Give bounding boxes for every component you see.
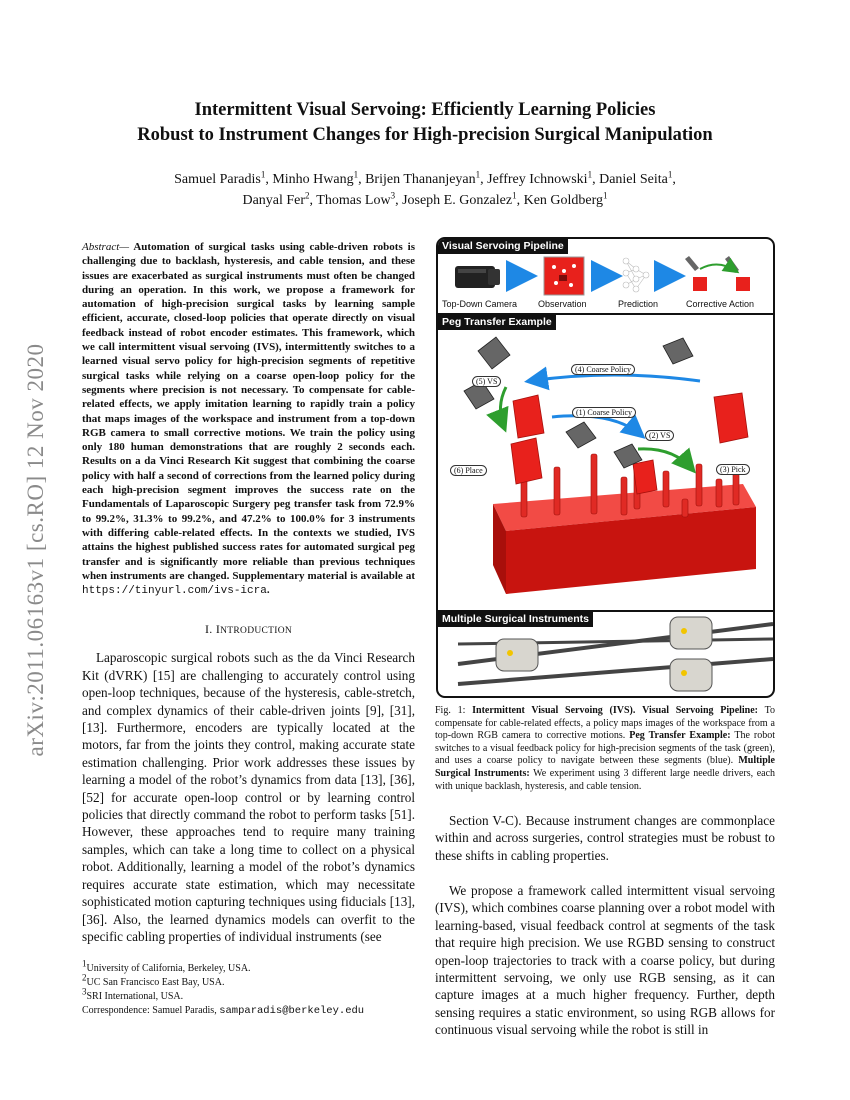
caption-bold: Visual Servoing Pipeline: bbox=[642, 705, 759, 716]
section-numeral: I. bbox=[204, 622, 216, 637]
figure-1 bbox=[436, 237, 775, 698]
author-line-2: Danyal Fer$^2$, Thomas Low$^3$, Joseph E. Gonzalez$^1$, Ken Goldberg$^1$ bbox=[242, 190, 608, 208]
section-title-rest: NTRODUCTION bbox=[220, 626, 293, 637]
title-line-2: Robust to Instrument Changes for High-precision Surgical Manipulation bbox=[137, 125, 713, 145]
caption-bold: Peg Transfer Example: bbox=[629, 730, 731, 742]
affil-mark: 1 bbox=[512, 190, 517, 201]
author: Danyal Fer bbox=[242, 193, 306, 208]
affil-mark: 1 bbox=[353, 169, 359, 180]
step-label: (3) Pick bbox=[716, 464, 750, 475]
arxiv-stamp bbox=[18, 220, 54, 880]
surgical-instruments bbox=[458, 617, 773, 691]
intro-body bbox=[82, 649, 415, 945]
right-paragraph-2: We propose a framework called intermittent visual servoing (IVS), which combines coarse planning over a robot model with learning-based, visual feedback control at segments of the task that require high precision. We use RGBD sensing to construct open-loop trajectories to track with a coarse policy, but during intermittent servoing, we only use RGB sensing, as it can capture images at a much higher frequency. Further, depth sensing requires a static environment, so using RGB allows for continuous visual servoing while the robot is still in bbox=[435, 883, 775, 1038]
caption-title: Intermittent Visual Servoing (IVS). bbox=[472, 705, 636, 716]
author: Ken Goldberg bbox=[523, 193, 604, 208]
pipeline-label-camera: Top-Down Camera bbox=[442, 299, 518, 309]
affil-mark: 1 bbox=[475, 169, 481, 180]
observation-thumbnail bbox=[544, 257, 584, 295]
footnote-3: $^3$SRI International, USA. bbox=[82, 986, 184, 1002]
figure-caption bbox=[435, 705, 775, 793]
author: Brijen Thananjeyan bbox=[365, 172, 476, 187]
pipeline-label-action: Corrective Action bbox=[686, 299, 755, 309]
panel-label-pipeline: Visual Servoing Pipeline bbox=[438, 239, 568, 254]
author: Thomas Low bbox=[316, 193, 391, 208]
abstract-end: . bbox=[266, 584, 270, 597]
arxiv-id: arXiv:2011.06163v1 [cs.RO] 12 Nov 2020 bbox=[23, 343, 48, 757]
affil-mark: 1 bbox=[603, 190, 608, 201]
right-column-continuation bbox=[435, 812, 775, 864]
affil-mark: 1 bbox=[587, 169, 593, 180]
intro-paragraph-1: Laparoscopic surgical robots such as the da Vinci Research Kit (dVRK) [15] are challenging to accurately control using open-loop techniques, because of the hysteresis, cable-stretch, and complex dynamics of their cable-driven joints [9], [31], [13]. Furthermore, encoders are typically located at the motors, far from the joints they control, making accurate state estimation challenging. Prior work addresses these issues by learning a model of the robot’s dynamics from data [13], [36], [52] for accurate open-loop control or by learning control policies that directly command the robot to perform tasks [51]. However, these approaches tend to require many training samples, which can take a long time to collect on a physical robot. Additionally, learning a model of the robot’s dynamics requires accurate state estimation, which may necessitate sophisticated motion capturing techniques using fiducials [13], [36]. Also, the learned dynamics models can overfit to the specific cabling properties of individual instruments (see bbox=[82, 650, 415, 944]
caption-text: We experiment using 3 different large needle drivers, each with unique backlash, hysteresis, and cable tension. bbox=[435, 767, 776, 792]
footnote-correspondence: Correspondence: Samuel Paradis, samparadis@berkeley.edu bbox=[82, 1005, 365, 1017]
footnote-2: $^2$UC San Francisco East Bay, USA. bbox=[82, 972, 225, 988]
author: Joseph E. Gonzalez bbox=[402, 193, 513, 208]
pipeline-label-observation: Observation bbox=[538, 299, 587, 309]
author: Daniel Seita bbox=[599, 172, 668, 187]
abstract-text: Automation of surgical tasks using cable-driven robots is challenging due to backlash, hysteresis, and cable tension, and these issues are exacerbated as surgical instruments must often be changed during an operation. In this work, we propose a framework for automation of high-precision surgical tasks by learning sample efficient, accurate, closed-loop policies that operate directly on visual feedback instead of robot encoder estimates. This framework, which we call intermittent visual servoing (IVS), intermittently switches to a learned visual servo policy for high-precision segments of repetitive surgical tasks while relying on a coarse open-loop policy for the segments where precision is not necessary. To compensate for cable-related effects, we apply imitation learning to rapidly train a policy that maps images of the workspace and instrument from a top-down RGB camera to small corrective motions. We train the policy using only 180 human demonstrations that are roughly 2 seconds each. Results on a da Vinci Research Kit suggest that combining the coarse policy with half a second of corrections from the learned policy during each high-precision segment improves the success rate on the Fundamentals of Laparoscopic Surgery peg transfer task from 72.9% to 99.2%, 31.3% to 99.2%, and 47.2% to 100.0% for 3 instruments with differing cable-related effects. In the contexts we studied, IVS attains the highest published success rates for automated surgical peg transfer and is significantly more reliable than previous techniques when instruments are changed. Supplementary material is available at bbox=[82, 241, 415, 582]
footnote-1: $^1$University of California, Berkeley, USA. bbox=[82, 958, 251, 974]
affil-mark: 1 bbox=[260, 169, 266, 180]
vs-arrow bbox=[500, 387, 506, 427]
neural-net-icon bbox=[623, 258, 649, 292]
gripper-icon bbox=[464, 337, 693, 468]
camera-icon bbox=[455, 266, 500, 288]
corrective-action-icon bbox=[685, 256, 750, 291]
step-label: (4) Coarse Policy bbox=[571, 364, 635, 375]
caption-bold: Multiple Surgical Instruments: bbox=[435, 755, 775, 779]
affil-mark: 1 bbox=[667, 169, 673, 180]
section-title-cap: I bbox=[215, 622, 221, 637]
step-label: (5) VS bbox=[472, 376, 501, 387]
coarse-policy-arrow bbox=[552, 416, 641, 435]
panel-label-instruments: Multiple Surgical Instruments bbox=[438, 612, 593, 627]
abstract-lead: Abstract— bbox=[82, 241, 130, 253]
caption-fig-number: Fig. 1: bbox=[435, 705, 466, 716]
paper-title bbox=[60, 98, 790, 148]
caption-text: The robot switches to a visual feedback policy for high-precision segments of the task (green), and uses a coarse policy to navigate between these segments (blue). bbox=[435, 730, 776, 767]
panel-label-peg-transfer: Peg Transfer Example bbox=[438, 315, 556, 330]
author-line-1: Samuel Paradis$^1$, Minho Hwang$^1$, Brijen Thananjeyan$^1$, Jeffrey Ichnowski$^1$, Daniel Seita$^1$, bbox=[174, 169, 676, 187]
author-list bbox=[60, 169, 790, 211]
author: Samuel Paradis bbox=[174, 172, 261, 187]
affil-mark: 3 bbox=[390, 190, 396, 201]
author: Minho Hwang bbox=[272, 172, 354, 187]
section-heading-introduction bbox=[82, 622, 415, 637]
left-column bbox=[82, 240, 415, 945]
right-column-body bbox=[435, 882, 775, 1039]
email-link[interactable]: samparadis@berkeley.edu bbox=[219, 1005, 365, 1017]
right-paragraph-1: Section V-C). Because instrument changes are commonplace within and across surgeries, control strategies must be robust to these shifts in cabling properties. bbox=[435, 813, 775, 863]
supplementary-link[interactable]: https://tinyurl.com/ivs-icra bbox=[82, 585, 267, 598]
pipeline-label-prediction: Prediction bbox=[618, 299, 659, 309]
coarse-policy-arrow bbox=[530, 375, 700, 381]
step-label: (6) Place bbox=[450, 465, 487, 476]
step-label: (2) VS bbox=[645, 430, 674, 441]
author: Jeffrey Ichnowski bbox=[487, 172, 588, 187]
footnotes bbox=[82, 958, 422, 1018]
title-line-1: Intermittent Visual Servoing: Efficiently Learning Policies bbox=[194, 100, 656, 120]
affil-mark: 2 bbox=[305, 190, 310, 201]
abstract bbox=[82, 240, 415, 598]
caption-text: To compensate for cable-related effects, a policy maps images of the workspace from a top-down RGB camera to corrective motions. bbox=[435, 705, 775, 742]
step-label: (1) Coarse Policy bbox=[572, 407, 636, 418]
